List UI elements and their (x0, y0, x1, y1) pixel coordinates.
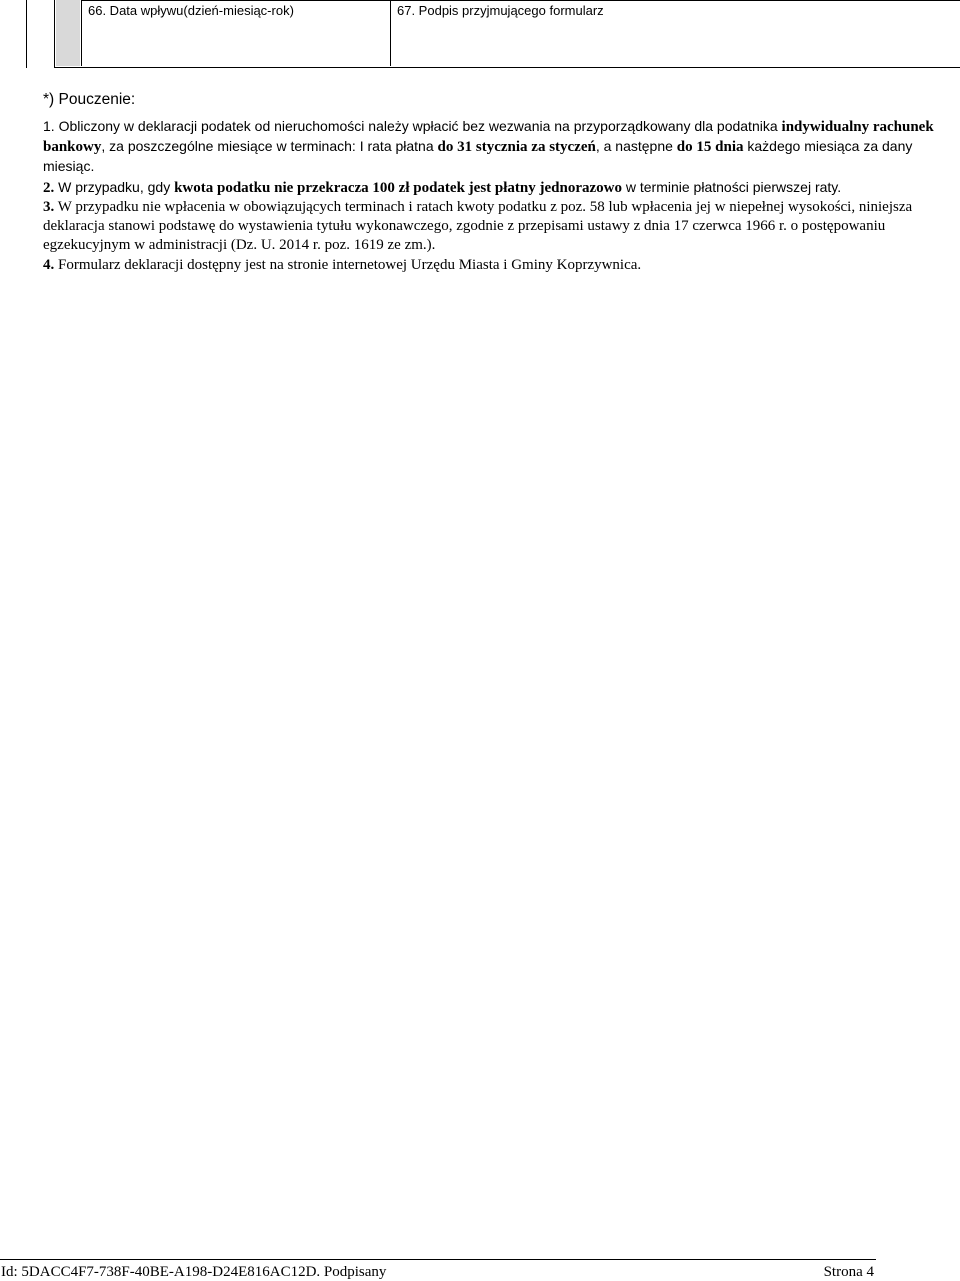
notice-body (43, 117, 943, 276)
notice-item-1: 1. Obliczony w deklaracji podatek od nieruchomości należy wpłacić bez wezwania na przyporządkowany dla podatnika indywidualny rachunek bankowy, za poszczególne miesiące w terminach: I rata płatna do 31 stycznia za styczeń, a następne do 15 dnia każdego miesiąca za dany miesiąc. (43, 118, 934, 175)
notice-item-2: 2. W przypadku, gdy kwota podatku nie przekracza 100 zł podatek jest płatny jednorazowo w terminie płatności pierwszej raty. (43, 178, 842, 196)
receipt-date-label: 66. Data wpływu(dzień-miesiąc-rok) (88, 3, 294, 18)
document-id: Id: 5DACC4F7-738F-40BE-A198-D24E816AC12D. Podpisany (1, 1264, 387, 1280)
receipt-date-field[interactable] (81, 0, 418, 66)
footer-divider (0, 1259, 876, 1260)
notice-item-4: 4. Formularz deklaracji dostępny jest na stronie internetowej Urzędu Miasta i Gminy Koprzywnica. (43, 257, 642, 274)
receiver-signature-label: 67. Podpis przyjmującego formularz (397, 3, 604, 18)
notice-heading: *) Pouczenie: (43, 91, 136, 108)
shaded-margin (56, 0, 80, 66)
notice-item-3: 3. W przypadku nie wpłacenia w obowiązujących terminach i ratach kwoty podatku z poz. 58 lub wpłacenia jej w niepełnej wysokości, niniejsza deklaracja stanowi podstawę do wystawienia tytułu wykonawczego, zgodnie z przepisami ustawy z dnia 17 czerwca 1966 r. o postępowaniu egzekucyjnym w administracji (Dz. U. 2014 r. poz. 1619 ze zm.). (43, 198, 913, 254)
receiver-signature-field[interactable] (390, 0, 960, 66)
page-number: Strona 4 (823, 1264, 874, 1280)
form-signature-section (26, 0, 960, 68)
